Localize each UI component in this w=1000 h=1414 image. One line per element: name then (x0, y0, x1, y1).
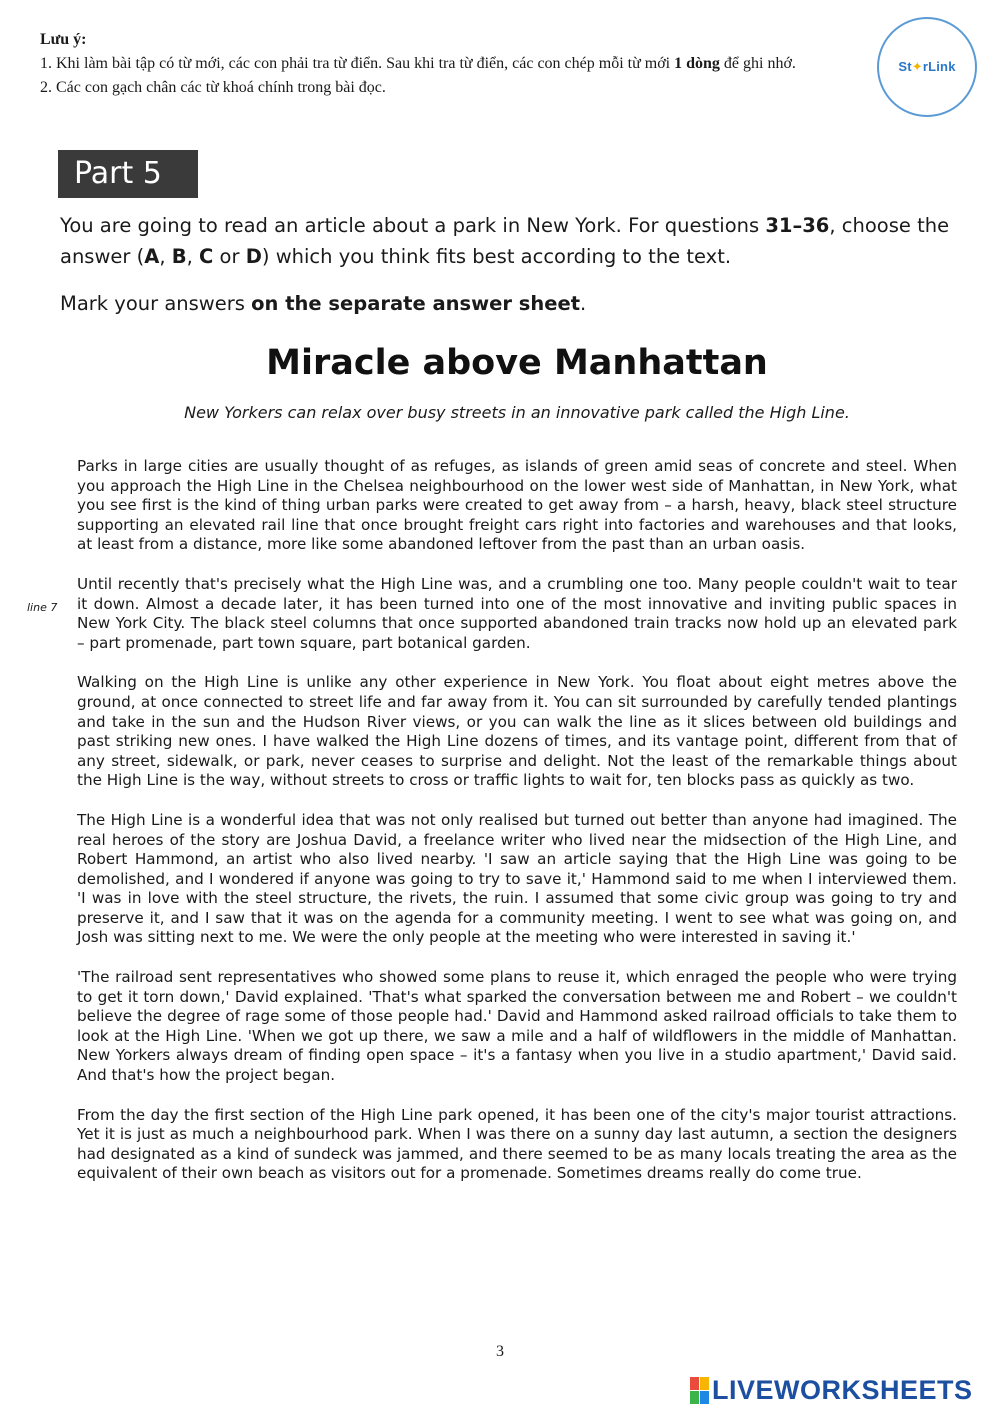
instructions (60, 210, 960, 319)
instructions-text-2: , choose the answer ( (60, 214, 950, 268)
question-range: 31–36 (765, 214, 830, 237)
note-block (40, 28, 840, 100)
article-paragraph: Until recently that's precisely what the High Line was, and a crumbling one too. Many people couldn't wait to tear it down. Almost a decade later, it has been turned into one of the most innovative and inviting public spaces in New York City. The black steel columns that once supported abandoned train tracks now hold up an elevated park – part promenade, part town square, part botanical garden. (77, 574, 957, 652)
note-item-1-bold: 1 dòng (674, 55, 720, 72)
article-paragraph: From the day the first section of the High Line park opened, it has been one of the city's major tourist attractions. Yet it is just as much a neighbourhood park. When I was there on a sunny day last autumn, a section the designers had designated as a kind of sundeck was jammed, and there seemed to be as many locals treating the area as the equivalent of their own beach as visitors out for a promenade. Sometimes dreams really do come true. (77, 1105, 957, 1183)
instructions-mark (60, 288, 960, 319)
page-number: 3 (496, 1343, 504, 1360)
line-7-label: line 7 (27, 601, 58, 614)
instructions-text-3: ) which you think fits best according to the text. (261, 245, 732, 268)
liveworksheets-logo (690, 1373, 973, 1407)
article-paragraph: The High Line is a wonderful idea that was not only realised but turned out better than anyone had imagined. The real heroes of the story are Joshua David, a freelance writer who lived near the midsection of the High Line, and Robert Hammond, an artist who also lived nearby. 'I saw an article saying that the High Line was going to be demolished, and I wondered if anyone was going to try to save it,' Hammond said to me when I interviewed them. 'I was in love with the steel structure, the rivets, the ruin. I assumed that some civic group was going to try and preserve it, and I saw that it was on the agenda for a community meeting. I went to see what was going on, and Josh was sitting next to me. We were the only people at the meeting who were interested in saving it.' (77, 810, 957, 947)
article-paragraph: Parks in large cities are usually thought of as refuges, as islands of green amid seas of concrete and steel. When you approach the High Line in the Chelsea neighbourhood on the lower west side of Manhattan, in New York, what you see first is the kind of thing urban parks were created to get away from – a harsh, heavy, black steel structure supporting an elevated rail line that once brought freight cars right into factories and warehouses and that looks, at least from a distance, more like some abandoned leftover from the past than an urban oasis. (77, 457, 957, 554)
note-item-1 (40, 52, 840, 76)
mark-bold: on the separate answer sheet (251, 292, 581, 315)
icon-square-3 (690, 1391, 699, 1404)
instructions-sep-2: , (186, 245, 200, 268)
instructions-text-1: You are going to read an article about a park in New York. For questions (60, 214, 766, 237)
note-title: Lưu ý: (40, 31, 87, 48)
instructions-main (60, 210, 960, 272)
article-paragraph: 'The railroad sent representatives who showed some plans to reuse it, which enraged the people who were trying to get it torn down,' David explained. 'That's what sparked the conversation between me and Robert – we couldn't believe the degree of rage some of those people had.' David and Hammond asked railroad officials to take them to look at the High Line. 'When we got up there, we saw a mile and a half of wildflowers in the middle of Manhattan. New Yorkers always dream of finding open space – it's a fantasy when you live in a studio apartment,' David said. And that's how the project began. (77, 968, 957, 1085)
option-c-label: C (199, 245, 214, 268)
part-heading: Part 5 (58, 150, 198, 198)
mark-text: Mark your answers (60, 292, 252, 315)
icon-square-4 (700, 1391, 709, 1404)
logo-text (898, 59, 955, 75)
instructions-sep-3: or (213, 245, 246, 268)
note-item-2: 2. Các con gạch chân các từ khoá chính trong bài đọc. (40, 79, 386, 96)
logo-text-end: rLink (922, 59, 956, 74)
note-item-1-text: 1. Khi làm bài tập có từ mới, các con phải tra từ điển. Sau khi tra từ điển, các con chép mỗi từ mới (40, 55, 675, 72)
note-item-1-end: để ghi nhớ. (719, 55, 796, 72)
mark-end: . (580, 292, 587, 315)
option-a-label: A (144, 245, 160, 268)
liveworksheets-brand: LIVEWORKSHEETS (712, 1374, 973, 1405)
liveworksheets-icon (690, 1377, 708, 1403)
article-subtitle: New Yorkers can relax over busy streets in an innovative park called the High Line. (184, 403, 850, 422)
icon-square-2 (700, 1377, 709, 1390)
star-icon: ✦ (911, 59, 923, 74)
article-title: Miracle above Manhattan (266, 343, 768, 383)
option-b-label: B (171, 245, 187, 268)
starlink-logo (877, 17, 977, 117)
article-paragraph: Walking on the High Line is unlike any other experience in New York. You float about eight metres above the ground, at once connected to street life and far away from it. You can sit surrounded by carefully tended plantings and take in the sun and the Hudson River views, or you can walk the line as it slices between old buildings and past striking new ones. I have walked the High Line dozens of times, and its vantage point, different from that of any street, sidewalk, or park, never ceases to surprise and delight. Not the least of the remarkable things about the High Line is the way, without streets to cross or traffic lights to wait for, ten blocks pass as quickly as two. (77, 673, 957, 790)
option-d-label: D (245, 245, 262, 268)
article-body (77, 457, 957, 1204)
icon-square-1 (690, 1377, 699, 1390)
logo-text-start: St (898, 59, 912, 74)
instructions-sep-1: , (159, 245, 172, 268)
